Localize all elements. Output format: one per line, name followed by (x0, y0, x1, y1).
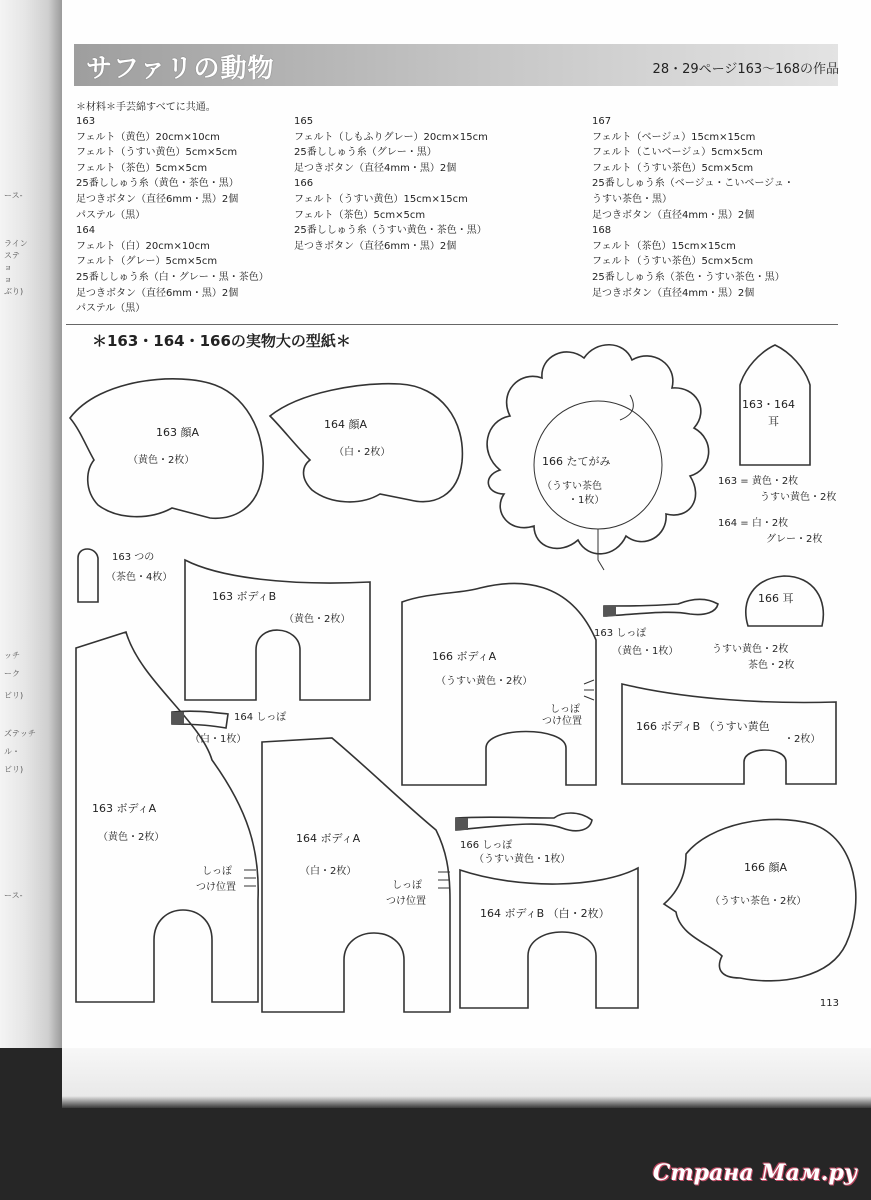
material-line: パステル（黒） (76, 209, 146, 221)
piece-label: 163・164 (742, 398, 795, 411)
pattern-163-face-a (70, 379, 263, 518)
piece-quantity: （うすい黄色・2枚） (436, 676, 533, 687)
spine-mark: ステ (4, 251, 20, 260)
spine-mark: ョ (4, 263, 12, 272)
piece-quantity: （白・1枚） (190, 734, 247, 745)
piece-note: 164 = 白・2枚 (718, 518, 789, 529)
material-line: フェルト（白）20cm×10cm (76, 240, 210, 252)
piece-quantity: ・1枚） (568, 495, 605, 506)
material-line: うすい茶色・黒） (592, 193, 672, 205)
tail-position-label: しっぽ (550, 704, 580, 715)
spine-mark: ぶり) (4, 287, 24, 296)
piece-quantity: （黄色・2枚） (98, 832, 165, 843)
material-line: フェルト（うすい黄色）5cm×5cm (76, 147, 238, 159)
piece-quantity: （うすい茶色 (542, 481, 602, 492)
material-line: 168 (592, 225, 612, 237)
spine-mark: ル・ (4, 747, 20, 756)
spine-mark: ッチ (4, 651, 20, 660)
pattern-166-tail (456, 813, 592, 865)
tail-position-label: しっぽ (202, 866, 232, 877)
pattern-163-horn (78, 549, 172, 602)
piece-label: 耳 (768, 415, 779, 428)
material-line: フェルト（茶色）5cm×5cm (294, 209, 426, 221)
pattern-164-tail (172, 711, 286, 745)
material-line: 25番ししゅう糸（うすい黄色・茶色・黒） (294, 225, 487, 237)
material-line: フェルト（うすい黄色）15cm×15cm (294, 193, 468, 205)
pattern-166-ear (712, 576, 823, 671)
tail-position-label: しっぽ (392, 880, 422, 891)
tail-position-label: つけ位置 (386, 896, 426, 907)
piece-label: 164 しっぽ (234, 712, 287, 723)
piece-quantity: （白・2枚） (300, 866, 357, 877)
piece-label: 164 ボディB （白・2枚） (480, 907, 610, 920)
material-line: フェルト（うすい茶色）5cm×5cm (592, 162, 754, 174)
section-title: ＊163・164・166の実物大の型紙＊ (92, 332, 351, 350)
material-line: 足つきボタン（直径4mm・黒）2個 (294, 162, 457, 174)
pattern-163-164-ear (718, 345, 836, 545)
material-line: 足つきボタン（直径6mm・黒）2個 (76, 287, 239, 299)
material-line: 足つきボタン（直径6mm・黒）2個 (76, 193, 239, 205)
material-line: フェルト（しもふりグレー）20cm×15cm (294, 131, 488, 143)
material-line: 25番ししゅう糸（茶色・うすい茶色・黒） (592, 271, 785, 283)
material-line: 足つきボタン（直径4mm・黒）2個 (592, 209, 755, 221)
spine-mark: ーク (4, 669, 20, 678)
piece-label: 163 しっぽ (594, 628, 647, 639)
piece-note: うすい黄色・2枚 (760, 492, 837, 503)
piece-label: 166 ボディB （うすい黄色 (636, 720, 770, 733)
pattern-163-tail (594, 599, 718, 657)
piece-quantity: ・2枚） (784, 734, 821, 745)
material-line: 163 (76, 116, 96, 127)
spine-mark: ズテッチ (4, 729, 36, 738)
pattern-163-body-a (76, 632, 258, 1002)
piece-quantity: （黄色・2枚） (284, 614, 351, 625)
piece-quantity: 茶色・2枚 (748, 660, 795, 671)
piece-note: 163 = 黄色・2枚 (718, 476, 799, 487)
material-line: 167 (592, 116, 612, 127)
piece-quantity: （白・2枚） (334, 447, 391, 458)
pattern-164-body-b (460, 868, 638, 1008)
material-line: 足つきボタン（直径4mm・黒）2個 (592, 287, 755, 299)
spine-mark: ース- (4, 191, 23, 200)
piece-quantity: （茶色・4枚） (106, 572, 173, 583)
material-line: 25番ししゅう糸（白・グレー・黒・茶色） (76, 271, 269, 283)
pattern-163-body-b (185, 560, 370, 700)
piece-label: 166 耳 (758, 592, 794, 605)
paper-edge (62, 1048, 871, 1108)
spine-mark: ライン (4, 239, 28, 248)
piece-label: 164 顔A (324, 418, 368, 431)
material-line: 165 (294, 116, 314, 127)
spine-mark: ース- (4, 891, 23, 900)
spine-mark: ョ (4, 275, 12, 284)
tail-position-label: つけ位置 (196, 882, 236, 893)
piece-quantity: （うすい茶色・2枚） (710, 896, 807, 907)
material-line: フェルト（黄色）20cm×10cm (76, 131, 220, 143)
piece-label: 166 顔A (744, 861, 788, 874)
spine-mark: ビリ) (4, 691, 24, 700)
piece-label: 163 つの (112, 552, 155, 563)
material-line: フェルト（茶色）15cm×15cm (592, 240, 736, 252)
piece-note: グレー・2枚 (766, 534, 823, 545)
piece-quantity: （黄色・2枚） (128, 455, 195, 466)
piece-quantity: （うすい黄色・1枚） (474, 854, 571, 865)
page-reference: 28・29ページ163〜168の作品 (652, 62, 839, 77)
piece-label: 163 ボディA (92, 802, 157, 815)
page-title: サファリの動物 (86, 54, 275, 84)
piece-label: 166 しっぽ (460, 840, 513, 851)
piece-label: 163 顔A (156, 426, 200, 439)
pattern-164-face-a (270, 384, 462, 502)
piece-label: 164 ボディA (296, 832, 361, 845)
pattern-166-face-a (664, 819, 856, 980)
piece-quantity: （黄色・1枚） (612, 646, 679, 657)
piece-quantity: うすい黄色・2枚 (712, 644, 789, 655)
page-number: 113 (819, 998, 839, 1009)
material-line: 166 (294, 178, 314, 190)
material-line: フェルト（こいベージュ）5cm×5cm (592, 147, 763, 159)
pattern-166-mane (487, 345, 709, 570)
pattern-166-body-b (622, 684, 836, 784)
spine-mark: ビリ) (4, 765, 24, 774)
material-line: 25番ししゅう糸（ベージュ・こいベージュ・ (592, 178, 794, 190)
material-line: フェルト（ベージュ）15cm×15cm (592, 131, 756, 143)
tail-position-label: つけ位置 (542, 716, 582, 727)
materials-note: ＊材料＊手芸綿すべてに共通。 (76, 102, 216, 113)
piece-label: 166 たてがみ (542, 455, 611, 468)
material-line: 足つきボタン（直径6mm・黒）2個 (294, 240, 457, 252)
piece-label: 166 ボディA (432, 650, 497, 663)
material-line: フェルト（茶色）5cm×5cm (76, 162, 208, 174)
material-line: 25番ししゅう糸（黄色・茶色・黒） (76, 178, 239, 190)
pattern-166-body-a (402, 583, 596, 785)
pattern-164-body-a (262, 738, 450, 1012)
material-line: 164 (76, 225, 96, 237)
material-line: フェルト（うすい茶色）5cm×5cm (592, 256, 754, 268)
piece-label: 163 ボディB (212, 590, 277, 603)
material-line: 25番ししゅう糸（グレー・黒） (294, 147, 437, 159)
material-line: パステル（黒） (76, 303, 146, 315)
material-line: フェルト（グレー）5cm×5cm (76, 256, 218, 268)
watermark: Страна Мам.ру (652, 1160, 857, 1186)
